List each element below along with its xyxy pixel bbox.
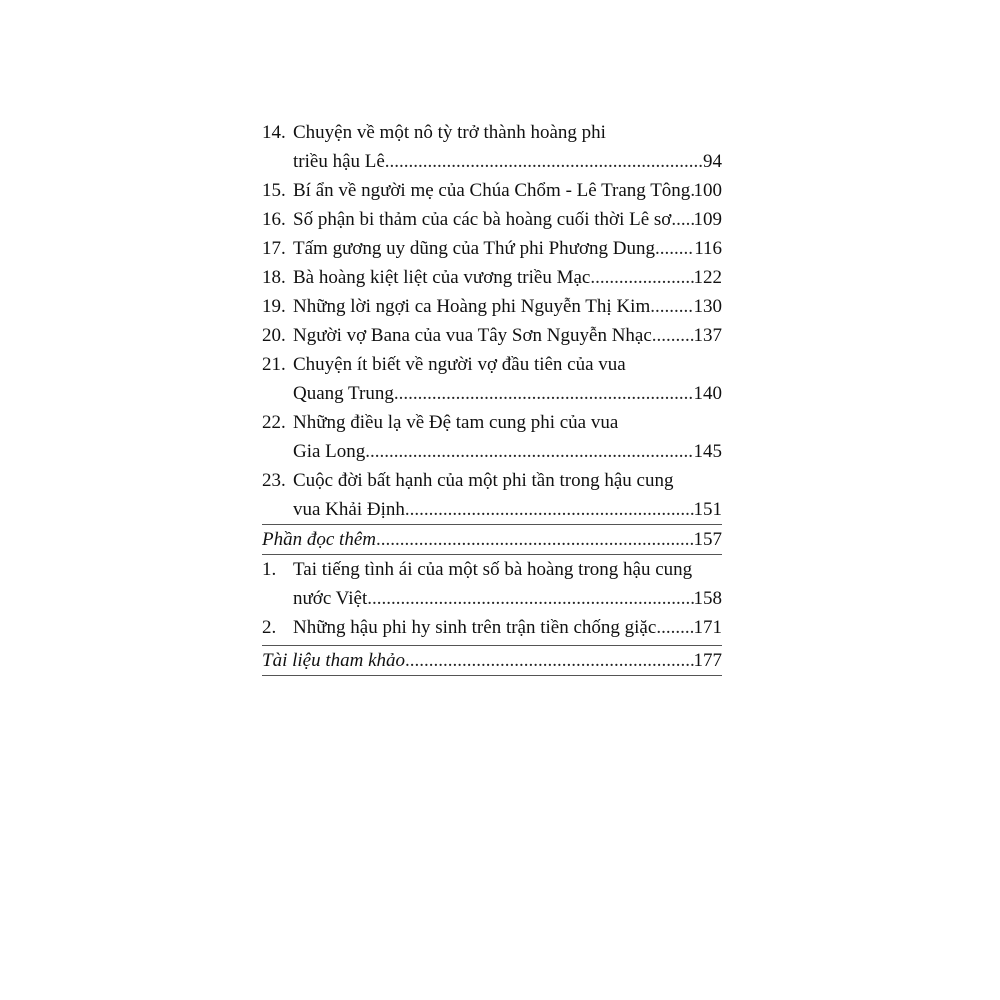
entry-title-continued: Gia Long: [293, 441, 366, 462]
dot-leader: [656, 613, 693, 642]
entry-title: Chuyện về một nô tỳ trở thành hoàng phi: [293, 122, 606, 143]
dot-leader: [671, 205, 693, 234]
entry-title-continued: Quang Trung: [293, 383, 394, 404]
entry-number: 18.: [262, 267, 286, 288]
entry-page: 177: [693, 650, 722, 671]
entry-title-continued: triều hậu Lê: [293, 151, 385, 172]
toc-entry-19: [262, 292, 722, 321]
dot-leader: [652, 321, 694, 350]
dot-leader: [655, 234, 694, 263]
entry-page: 109: [693, 209, 722, 230]
entry-title: Những lời ngợi ca Hoàng phi Nguyễn Thị Kim: [293, 296, 651, 317]
dot-leader: [376, 525, 694, 554]
toc-section-extra-reading: [262, 525, 722, 554]
entry-title-continued: nước Việt: [293, 588, 368, 609]
toc-extra-entry-1: [262, 555, 722, 584]
toc-entry-17: [262, 234, 722, 263]
table-of-contents: [262, 118, 722, 676]
toc-references: [262, 646, 722, 675]
entry-page: 158: [693, 588, 722, 609]
entry-number: 2.: [262, 617, 277, 638]
entry-page: 171: [693, 617, 722, 638]
entry-number: 14.: [262, 122, 286, 143]
dot-leader: [365, 437, 693, 466]
entry-page: 122: [693, 267, 722, 288]
entry-title: Tai tiếng tình ái của một số bà hoàng trong hậu cung: [293, 559, 693, 580]
entry-title-continued: vua Khải Định: [293, 499, 405, 520]
toc-entry-22-continued: [262, 437, 722, 466]
entry-number: 23.: [262, 470, 286, 491]
entry-title: Người vợ Bana của vua Tây Sơn Nguyễn Nhạc: [293, 325, 652, 346]
toc-entry-23-continued: [262, 495, 722, 524]
section-divider: [262, 675, 722, 676]
entry-title: Những hậu phi hy sinh trên trận tiền chống giặc: [293, 617, 657, 638]
entry-page: 100: [693, 180, 722, 201]
dot-leader: [650, 292, 693, 321]
toc-entry-16: [262, 205, 722, 234]
toc-entry-21: [262, 350, 722, 379]
entry-number: 22.: [262, 412, 286, 433]
toc-entry-21-continued: [262, 379, 722, 408]
toc-entry-23: [262, 466, 722, 495]
toc-entry-22: [262, 408, 722, 437]
entry-page: 94: [703, 151, 722, 172]
entry-page: 137: [693, 325, 722, 346]
toc-entry-15: [262, 176, 722, 205]
entry-number: 17.: [262, 238, 286, 259]
entry-number: 1.: [262, 559, 277, 580]
entry-page: 157: [693, 529, 722, 550]
entry-page: 151: [693, 499, 722, 520]
entry-title: Bà hoàng kiệt liệt của vương triều Mạc: [293, 267, 591, 288]
toc-entry-20: [262, 321, 722, 350]
entry-number: 21.: [262, 354, 286, 375]
dot-leader: [405, 646, 693, 675]
entry-title: Chuyện ít biết về người vợ đầu tiên của vua: [293, 354, 626, 375]
toc-extra-entry-2: [262, 613, 722, 642]
toc-entry-18: [262, 263, 722, 292]
entry-number: 20.: [262, 325, 286, 346]
entry-number: 15.: [262, 180, 286, 201]
entry-number: 19.: [262, 296, 286, 317]
entry-page: 145: [693, 441, 722, 462]
section-title: Tài liệu tham khảo: [262, 650, 406, 671]
entry-number: 16.: [262, 209, 286, 230]
dot-leader: [367, 584, 693, 613]
entry-page: 116: [694, 238, 722, 259]
dot-leader: [405, 495, 694, 524]
dot-leader: [394, 379, 694, 408]
entry-page: 140: [693, 383, 722, 404]
section-title: Phần đọc thêm: [262, 529, 376, 550]
entry-title: Số phận bi thảm của các bà hoàng cuối thời Lê sơ: [293, 209, 672, 230]
entry-page: 130: [693, 296, 722, 317]
toc-extra-entry-1-continued: [262, 584, 722, 613]
entry-title: Bí ẩn về người mẹ của Chúa Chổm - Lê Trang Tông: [293, 180, 691, 201]
toc-entry-14-continued: [262, 147, 722, 176]
toc-entry-14: [262, 118, 722, 147]
entry-title: Những điều lạ về Đệ tam cung phi của vua: [293, 412, 619, 433]
entry-title: Cuộc đời bất hạnh của một phi tần trong hậu cung: [293, 470, 674, 491]
dot-leader: [590, 263, 693, 292]
entry-title: Tấm gương uy dũng của Thứ phi Phương Dung: [293, 238, 656, 259]
dot-leader: [385, 147, 703, 176]
